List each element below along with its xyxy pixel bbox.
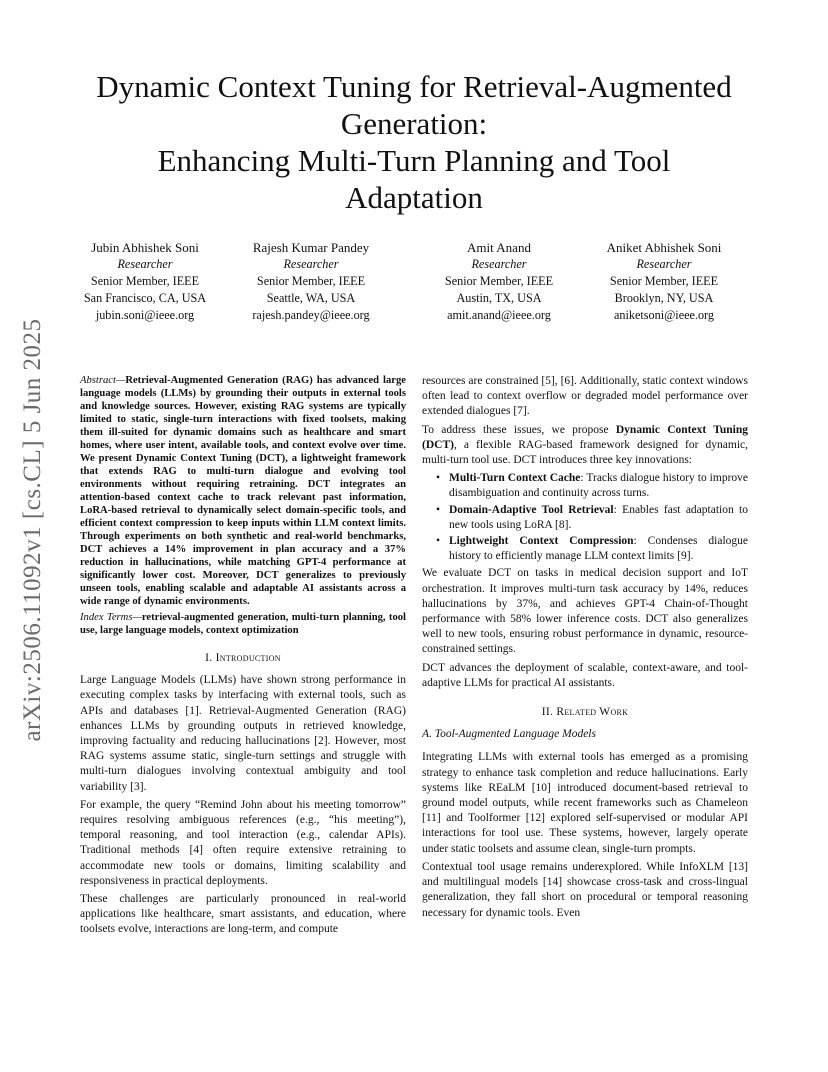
list-item: • Multi-Turn Context Cache: Tracks dialogue history to improve disambiguation and continuity across turns. xyxy=(436,472,749,500)
section-title: Related Work xyxy=(556,706,629,719)
list-item: • Lightweight Context Compression: Condenses dialogue history to efficiently manage LLM context limits [9]. xyxy=(436,535,748,563)
author-location: San Francisco, CA, USA xyxy=(83,291,207,305)
author-role: Researcher xyxy=(117,257,173,271)
section-title: Introduction xyxy=(215,652,281,664)
arxiv-identifier: arXiv:2506.11092v1 [cs.CL] 5 Jun 2025 xyxy=(19,318,46,742)
author-membership: Senior Member, IEEE xyxy=(444,274,554,288)
title-line: Enhancing Multi-Turn Planning and Tool xyxy=(157,143,671,178)
abstract-label: Abstract xyxy=(80,375,116,386)
paragraph: Contextual tool usage remains underexplored. While InfoXLM [13] and multilingual models [14] showcase cross-task and cross-lingual generalization, they fall short on procedural or temporal reasoning necessary for dynamic tools. Even xyxy=(422,860,748,919)
left-column xyxy=(80,374,406,941)
section-heading-related-work xyxy=(422,705,748,720)
author-block xyxy=(60,239,230,324)
paper-title xyxy=(60,68,768,216)
paragraph: DCT advances the deployment of scalable, context-aware, and tool-adaptive LLMs for practical AI assistants. xyxy=(422,661,748,689)
arxiv-sidebar xyxy=(18,300,48,760)
list-item: • Domain-Adaptive Tool Retrieval: Enables fast adaptation to new tools using LoRA [8]. xyxy=(436,503,748,531)
author-role: Researcher xyxy=(471,257,527,271)
author-email: jubin.soni@ieee.org xyxy=(95,308,195,322)
author-role: Researcher xyxy=(636,257,692,271)
author-email: amit.anand@ieee.org xyxy=(447,308,551,322)
index-terms: Index Terms—retrieval-augmented generation, multi-turn planning, tool use, large language models, context optimization xyxy=(80,612,406,636)
subsection-heading: A. Tool-Augmented Language Models xyxy=(422,728,596,741)
bullet-icon: • xyxy=(436,472,441,485)
author-name: Aniket Abhishek Soni xyxy=(606,240,722,255)
author-email: rajesh.pandey@ieee.org xyxy=(252,308,370,322)
author-location: Austin, TX, USA xyxy=(456,291,542,305)
paragraph: For example, the query “Remind John about his meeting tomorrow” requires resolving ambiguous references (e.g., “his meeting”), temporal reasoning, and tool interaction (e.g., calendar APIs). Traditional methods [4] often require extensive retraining to accommodate new tools or domains, limiting scalability and responsiveness in practical deployments. xyxy=(80,798,406,887)
right-column xyxy=(422,374,748,924)
author-membership: Senior Member, IEEE xyxy=(90,274,200,288)
author-location: Brooklyn, NY, USA xyxy=(614,291,714,305)
paragraph: To address these issues, we propose Dynamic Context Tuning (DCT), a flexible RAG-based framework designed for dynamic, multi-turn tool use. DCT introduces three key innovations: xyxy=(422,423,748,467)
author-block xyxy=(226,239,396,324)
author-name: Rajesh Kumar Pandey xyxy=(252,240,370,255)
author-membership: Senior Member, IEEE xyxy=(256,274,366,288)
paragraph: Integrating LLMs with external tools has emerged as a promising strategy to enhance task completion and reduce hallucinations. Early systems like REaLM [10] introduced document-based retrieval to ground model outputs, while recent frameworks such as Chameleon [11] and Toolformer [12] explored self-supervised or modular API interactions for tool use. These systems, however, largely operate under static toolsets and assume clean, single-turn prompts. xyxy=(422,751,748,855)
author-list xyxy=(84,239,744,329)
index-terms-label: Index Terms xyxy=(80,612,133,623)
author-email: aniketsoni@ieee.org xyxy=(613,308,714,322)
paragraph: These challenges are particularly pronounced in real-world applications like healthcare, smart assistants, and education, where toolsets evolve, interactions are long-term, and compute xyxy=(80,893,406,936)
title-line: Generation: xyxy=(340,106,488,141)
author-block xyxy=(414,239,584,324)
abstract: Abstract—Retrieval-Augmented Generation (RAG) has advanced large language models (LLMs) by grounding their outputs in external tools and knowledge sources. However, existing RAG systems are typically limited to static, single-turn interactions with fixed toolsets, making them ill-suited for dynamic domains such as healthcare and smart homes, where user intent, available tools, and context evolve over time. We present Dynamic Context Tuning (DCT), a lightweight framework that extends RAG to multi-turn dialogue and evolving tool environments without requiring retraining. DCT integrates an attention-based context cache to track relevant past information, LoRA-based retrieval to dynamically select domain-specific tools, and efficient context compression to keep inputs within LLM context limits. Through experiments on both synthetic and real-world benchmarks, DCT achieves a 14% improvement in plan accuracy and a 37% reduction in hallucinations, while matching GPT-4 performance at significantly lower cost. Moreover, DCT generalizes to previously unseen tools, enabling scalable and adaptable AI assistants across a wide range of dynamic environments. xyxy=(80,375,406,607)
bullet-icon: • xyxy=(436,535,441,548)
paragraph: Large Language Models (LLMs) have shown strong performance in executing complex tasks by interfacing with external tools, such as APIs and databases [1]. Retrieval-Augmented Generation (RAG) enhances LLMs by grounding outputs in retrieved knowledge, improving factuality and reducing hallucinations [2]. However, most RAG systems assume static, single-turn settings and struggle with multi-turn dialogues involving contextual ambiguity and tool variability [3]. xyxy=(80,674,406,793)
title-line: Adaptation xyxy=(345,180,483,215)
author-name: Jubin Abhishek Soni xyxy=(91,240,199,255)
paragraph: We evaluate DCT on tasks in medical decision support and IoT orchestration. It improves multi-turn task accuracy by 14%, reduces hallucinations by 37%, and achieves GPT-4 Chain-of-Thought performance with 58% lower inference costs. DCT also generalizes well to new tools, ensuring robust performance in dynamic, resource-constrained settings. xyxy=(422,567,748,656)
section-number: I. xyxy=(205,652,213,664)
section-heading-introduction xyxy=(80,651,406,666)
author-block xyxy=(579,239,749,324)
dct-name: Dynamic Context Tuning (DCT) xyxy=(422,423,748,451)
author-name: Amit Anand xyxy=(467,240,531,255)
author-membership: Senior Member, IEEE xyxy=(609,274,719,288)
innovation-list xyxy=(422,471,748,564)
section-number: II. xyxy=(541,706,554,719)
author-location: Seattle, WA, USA xyxy=(266,291,356,305)
author-role: Researcher xyxy=(283,257,339,271)
title-line: Dynamic Context Tuning for Retrieval-Augmented xyxy=(96,69,732,104)
abstract-text: Retrieval-Augmented Generation (RAG) has advanced large language models (LLMs) by grounding their outputs in external tools and knowledge sources. However, existing RAG systems are typically limited to static, single-turn interactions with fixed toolsets, making them ill-suited for dynamic domains such as healthcare and smart homes, where user intent, available tools, and context evolve over time. We present Dynamic Context Tuning (DCT), a lightweight framework that extends RAG to multi-turn dialogue and evolving tool environments without requiring retraining. DCT integrates an attention-based context cache to track relevant past information, LoRA-based retrieval to dynamically select domain-specific tools, and efficient context compression to keep inputs within LLM context limits. Through experiments on both synthetic and real-world benchmarks, DCT achieves a 14% improvement in plan accuracy and a 37% reduction in hallucinations, while matching GPT-4 performance at significantly lower cost. Moreover, DCT generalizes to previously unseen tools, enabling scalable and adaptable AI assistants across a wide range of dynamic environments. xyxy=(80,375,406,607)
paragraph: resources are constrained [5], [6]. Additionally, static context windows often lead to context overflow or degraded model performance over extended dialogues [7]. xyxy=(422,375,748,418)
index-terms-text: retrieval-augmented generation, multi-turn planning, tool use, large language models, context optimization xyxy=(80,612,406,636)
bullet-icon: • xyxy=(436,503,441,516)
